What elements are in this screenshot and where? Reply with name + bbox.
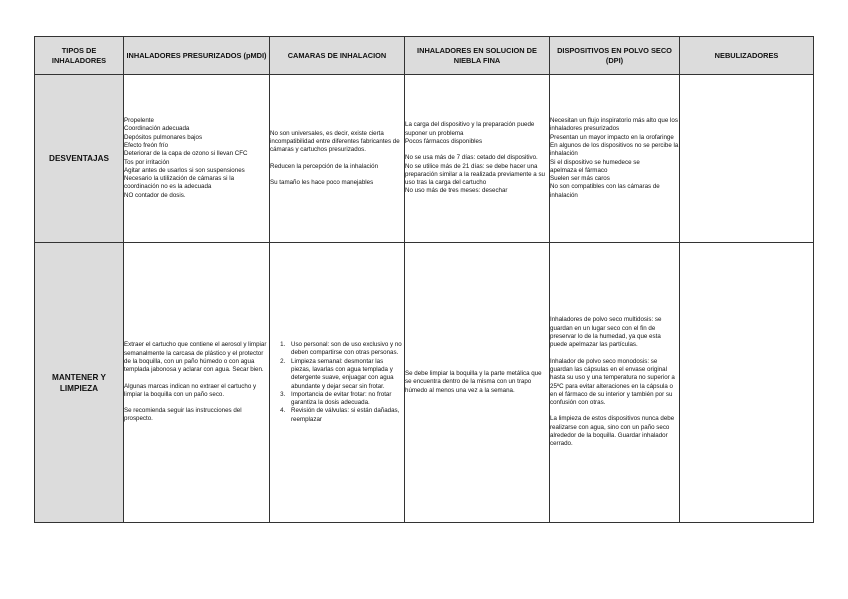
text-line: No son universales, es decir, existe cierta incompatibilidad entre diferentes fabricantes de cámaras y cartuchos presurizados.	[270, 129, 400, 154]
mantener-nebulizadores	[680, 243, 814, 523]
text-line: En algunos de los dispositivos no se percibe la inhalación	[550, 141, 679, 158]
text-line: La carga del dispositivo y la preparación puede suponer un problema	[405, 121, 535, 137]
text-line: No se utilice más de 21 días: se debe hacer una preparación similar a la realizada previamente a su uso tras la carga del cartucho	[405, 162, 545, 187]
text-line: Extraer el cartucho que contiene el aerosol y limpiar semanalmente la carcasa de plástico y el protector de la boquilla, con un paño húmedo o con agua templada jabonosa y aclarar con agua. Secar bien.	[124, 341, 267, 374]
text-line: Se recomienda seguir las instrucciones del prospecto.	[124, 407, 242, 423]
text-line: Efecto freón frío	[124, 141, 169, 149]
desventajas-camaras	[270, 75, 405, 243]
text-line: NO contador de dosis.	[124, 191, 186, 199]
mantener-niebla	[405, 243, 550, 523]
text-line: Suelen ser más caros	[550, 175, 610, 183]
list-item: 3. Importancia de evitar frotar: no frotar garantiza la dosis adecuada.	[287, 391, 404, 408]
row-mantener	[35, 243, 814, 523]
cleaning-steps-list	[270, 341, 404, 424]
row-desventajas	[35, 75, 814, 243]
header-niebla: INHALADORES EN SOLUCION DE NIEBLA FINA	[405, 37, 550, 75]
text-line: Coordinación adecuada	[124, 125, 190, 133]
text-line: No son compatibles con las cámaras de inhalación	[550, 183, 660, 199]
header-camaras: CAMARAS DE INHALACION	[270, 37, 405, 75]
text-line: apelmaza el fármaco	[550, 166, 608, 174]
text-line: Inhalador de polvo seco monodosis: se guardan las cápsulas en el envase original hasta su uso y una temperatura no superior a 25ºC para evitar alteraciones en la cápsula o en el fármaco de su interior y también por su confusión con otras.	[550, 357, 675, 407]
list-item: 2. Limpieza semanal: desmontar las piezas, lavarlas con agua templada y detergente suave, enjuagar con agua abundante y dejar secar sin frotar.	[287, 358, 404, 391]
text-line: Agitar antes de usarlos si son suspensiones	[124, 166, 245, 174]
mantener-dpi	[550, 243, 680, 523]
text-line: No uso más de tres meses: desechar	[405, 187, 508, 195]
text-line: Necesario la utilización de cámaras si la coordinación no es la adecuada	[124, 175, 235, 191]
text-line: La limpieza de estos dispositivos nunca debe realizarse con agua, sino con un paño seco alrededor de la boquilla. Guardar inhalador cerrado.	[550, 415, 675, 448]
desventajas-nebulizadores	[680, 75, 814, 243]
desventajas-niebla	[405, 75, 550, 243]
desventajas-pmdi	[124, 75, 270, 243]
list-item: 1. Uso personal: son de uso exclusivo y no deben compartirse con otras personas.	[287, 341, 404, 358]
text-line: Reducen la percepción de la inhalación	[270, 162, 379, 170]
text-line: Pocos fármacos disponibles	[405, 137, 483, 145]
text-line: Presentan un mayor impacto en la orofaringe	[550, 133, 674, 141]
text-line: Algunas marcas indican no extraer el cartucho y limpiar la boquilla con un paño seco.	[124, 382, 257, 398]
text-line: Deteriorar de la capa de ozono si llevan CFC	[124, 150, 248, 158]
header-dpi: DISPOSITIVOS EN POLVO SECO (DPI)	[550, 37, 680, 75]
row-label-mantener: MANTENER Y LIMPIEZA	[35, 243, 124, 523]
desventajas-dpi	[550, 75, 680, 243]
text-line: Tos por irritación	[124, 158, 170, 166]
header-tipos: TIPOS DE INHALADORES	[35, 37, 124, 75]
mantener-pmdi	[124, 243, 270, 523]
text-line: Su tamaño les hace poco manejables	[270, 178, 374, 186]
text-line: No se usa más de 7 días: cetado del dispositivo.	[405, 154, 538, 162]
text-line: Se debe limpiar la boquilla y la parte metálica que se encuentra dentro de la misma con un trapo húmedo al menos una vez a la semana.	[405, 370, 542, 394]
text-line: Depósitos pulmonares bajos	[124, 133, 203, 141]
inhalers-table	[34, 36, 814, 523]
text-line: Necesitan un flujo inspiratorio más alto que los inhaladores presurizados	[550, 117, 678, 133]
text-line: Si el dispositivo se humedece se	[550, 158, 640, 166]
row-label-desventajas: DESVENTAJAS	[35, 75, 124, 243]
header-row	[35, 37, 814, 75]
header-nebulizadores: NEBULIZADORES	[680, 37, 814, 75]
list-item: 4. Revisión de válvulas: si están dañadas, reemplazar	[287, 407, 404, 424]
header-pmdi: INHALADORES PRESURIZADOS (pMDI)	[124, 37, 270, 75]
text-line: Inhaladores de polvo seco multidosis: se guardan en un lugar seco con el fin de preservar lo de la humedad, ya que esta puede apelmazar las partículas.	[550, 316, 662, 349]
text-line: Propelente	[124, 117, 154, 125]
mantener-camaras	[270, 243, 405, 523]
